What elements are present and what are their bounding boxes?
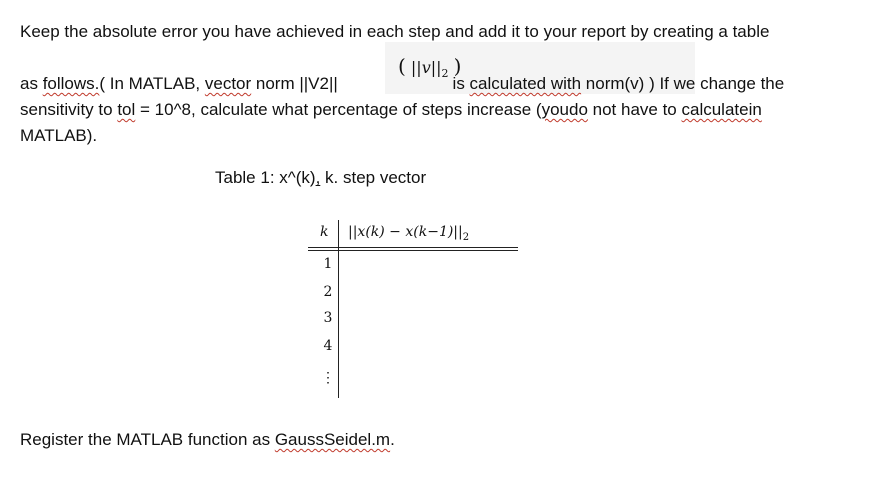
formula-close: ): [453, 54, 462, 78]
footer-period: .: [390, 430, 395, 449]
text-segment: norm(v) ) If we change the: [581, 74, 785, 93]
text-segment: is: [447, 74, 470, 93]
caption-comma: ,: [315, 168, 321, 187]
table-row-3: 3: [323, 310, 333, 326]
formula-norm: ||v||: [410, 58, 442, 77]
text-segment: norm ||V2||: [251, 74, 338, 93]
caption-label: Table 1: x^(k): [215, 168, 316, 187]
instruction-line-2: [20, 74, 784, 94]
header-expression-text: ||x(k) − x(k−1)||: [348, 224, 463, 240]
table-caption: [215, 168, 426, 188]
footer-filename: GaussSeidel.m: [274, 430, 391, 449]
formula-sub: 2: [441, 67, 449, 81]
header-k: k: [320, 224, 329, 240]
text-segment: MATLAB).: [20, 126, 98, 145]
caption-desc: k. step vector: [320, 168, 427, 187]
text-segment-calculated: calculated with: [469, 74, 582, 93]
table-header: [308, 220, 518, 248]
instruction-line-1: [20, 22, 769, 42]
table-row-ellipsis: ⋮: [321, 370, 335, 386]
footer-text: Register the MATLAB function as: [20, 430, 275, 449]
instruction-text: Keep the absolute error you have achieved in each step and add it to your report by creating a table: [20, 22, 770, 41]
text-segment: ( In MATLAB,: [99, 74, 205, 93]
instruction-line-4: [20, 126, 97, 146]
formula-open: (: [398, 54, 406, 78]
text-segment: as: [20, 74, 43, 93]
text-segment: sensitivity to: [20, 100, 118, 119]
text-segment-follows: follows.: [42, 74, 100, 93]
text-segment-youdo: youdo: [541, 100, 588, 119]
header-expression: [348, 224, 469, 243]
text-segment-vector: vector: [204, 74, 252, 93]
text-segment-tol: tol: [117, 100, 136, 119]
text-segment: = 10^8, calculate what percentage of steps increase (: [135, 100, 542, 119]
table-row-4: 4: [323, 338, 333, 354]
table-row-2: 2: [323, 284, 333, 300]
text-segment: not have to: [587, 100, 682, 119]
table-row-1: 1: [323, 256, 333, 272]
footer-instruction: [20, 430, 395, 450]
table-header-rule-2: [308, 250, 518, 251]
text-segment-calculatein: calculatein: [681, 100, 762, 119]
instruction-line-3: [20, 100, 762, 120]
header-expression-sub: 2: [462, 231, 470, 243]
table-header-rule-1: [308, 247, 518, 248]
